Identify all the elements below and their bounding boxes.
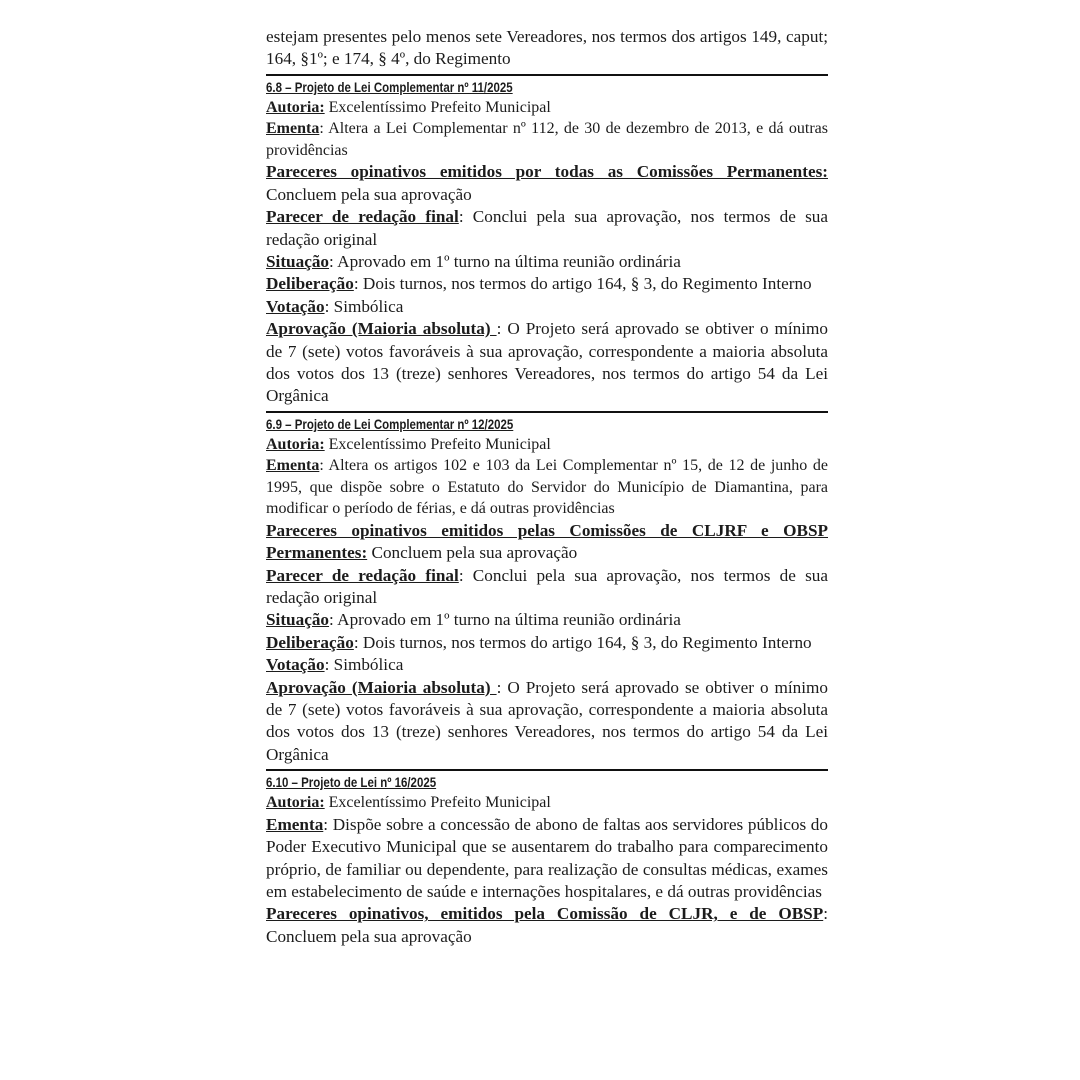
situacao-line bbox=[266, 251, 828, 273]
autoria-line bbox=[266, 97, 828, 119]
item-heading: 6.9 – Projeto de Lei Complementar nº 12/2025 bbox=[266, 415, 514, 432]
redacao-value: : Conclui pela sua aprovação, nos termos de sua redação original bbox=[266, 207, 828, 249]
section-divider bbox=[266, 411, 828, 413]
agenda-item-6-8 bbox=[266, 77, 828, 408]
pareceres-label: Pareceres opinativos emitidos por todas as Comissões Permanentes: bbox=[266, 162, 828, 182]
pareceres-value: Concluem pela sua aprovação bbox=[266, 184, 472, 204]
votacao-value: : Simbólica bbox=[324, 296, 404, 316]
pareceres-value: Concluem pela sua aprovação bbox=[266, 926, 472, 946]
pareceres-label-line bbox=[266, 903, 828, 925]
deliberacao-label: Deliberação bbox=[266, 274, 354, 294]
pareceres-label-cont: Permanentes: bbox=[266, 543, 368, 563]
redacao-label: Parecer de redação final bbox=[266, 565, 459, 585]
situacao-label: Situação bbox=[266, 610, 330, 630]
autoria-label: Autoria: bbox=[266, 794, 325, 812]
item-heading: 6.10 – Projeto de Lei nº 16/2025 bbox=[266, 774, 437, 791]
redacao-line bbox=[266, 565, 828, 610]
pareceres-label: Pareceres opinativos, emitidos pela Comissão de CLJR, e de OBSP bbox=[266, 904, 824, 924]
ementa-value: : Dispõe sobre a concessão de abono de faltas aos servidores públicos do Poder Executivo Municipal que se ausentarem do trabalho para comparecimento próprio, de familiar ou dependente, para realização de consultas médicas, exames em estabelecimento de saúde e internações hospitalares, e dá outras providências bbox=[266, 814, 828, 901]
autoria-value: Excelentíssimo Prefeito Municipal bbox=[324, 794, 551, 812]
deliberacao-line bbox=[266, 632, 828, 654]
pareceres-value: Concluem pela sua aprovação bbox=[367, 543, 578, 563]
document-page bbox=[266, 26, 828, 948]
section-divider bbox=[266, 74, 828, 76]
votacao-label: Votação bbox=[266, 296, 325, 316]
deliberacao-value: : Dois turnos, nos termos do artigo 164, § 3, do Regimento Interno bbox=[353, 632, 812, 652]
autoria-value: Excelentíssimo Prefeito Municipal bbox=[324, 98, 551, 116]
aprovacao-label: Aprovação (Maioria absoluta) bbox=[266, 319, 497, 339]
situacao-line bbox=[266, 609, 828, 631]
ementa-label: Ementa bbox=[266, 120, 320, 138]
ementa-line bbox=[266, 455, 828, 520]
autoria-value: Excelentíssimo Prefeito Municipal bbox=[324, 435, 551, 453]
aprovacao-line bbox=[266, 318, 828, 408]
agenda-item-6-10 bbox=[266, 772, 828, 948]
situacao-value: : Aprovado em 1º turno na última reunião ordinária bbox=[329, 610, 681, 630]
autoria-line bbox=[266, 434, 828, 456]
votacao-value: : Simbólica bbox=[324, 655, 404, 675]
intro-paragraph: estejam presentes pelo menos sete Vereadores, nos termos dos artigos 149, caput; 164, §1º; e 174, § 4º, do Regimento bbox=[266, 27, 828, 69]
ementa-label: Ementa bbox=[266, 814, 324, 834]
situacao-value: : Aprovado em 1º turno na última reunião ordinária bbox=[329, 251, 681, 271]
agenda-item-6-9 bbox=[266, 414, 828, 766]
votacao-line bbox=[266, 296, 828, 318]
redacao-label: Parecer de redação final bbox=[266, 207, 459, 227]
pareceres-colon: : bbox=[823, 904, 828, 924]
redacao-value: : Conclui pela sua aprovação, nos termos de sua redação original bbox=[266, 565, 828, 607]
ementa-line bbox=[266, 118, 828, 161]
votacao-line bbox=[266, 654, 828, 676]
pareceres-line bbox=[266, 542, 828, 564]
situacao-label: Situação bbox=[266, 251, 330, 271]
deliberacao-value: : Dois turnos, nos termos do artigo 164, § 3, do Regimento Interno bbox=[353, 274, 812, 294]
deliberacao-line bbox=[266, 273, 828, 295]
pareceres-label-line bbox=[266, 161, 828, 183]
aprovacao-value: : O Projeto será aprovado se obtiver o mínimo de 7 (sete) votos favoráveis à sua aprovação, correspondente a maioria absoluta dos votos dos 13 (treze) senhores Vereadores, nos termos do artigo 54 da Lei Orgânica bbox=[266, 319, 829, 406]
section-divider bbox=[266, 769, 828, 771]
ementa-value: : Altera a Lei Complementar nº 112, de 30 de dezembro de 2013, e dá outras providências bbox=[266, 120, 828, 159]
votacao-label: Votação bbox=[266, 655, 325, 675]
autoria-line bbox=[266, 792, 828, 814]
pareceres-label-line bbox=[266, 520, 828, 542]
aprovacao-line bbox=[266, 677, 828, 767]
ementa-line bbox=[266, 814, 828, 904]
ementa-label: Ementa bbox=[266, 457, 320, 475]
autoria-label: Autoria: bbox=[266, 435, 325, 453]
aprovacao-label: Aprovação (Maioria absoluta) bbox=[266, 677, 497, 697]
autoria-label: Autoria: bbox=[266, 98, 325, 116]
item-heading: 6.8 – Projeto de Lei Complementar nº 11/2025 bbox=[266, 78, 513, 95]
aprovacao-value: : O Projeto será aprovado se obtiver o mínimo de 7 (sete) votos favoráveis à sua aprovação, correspondente a maioria absoluta dos votos dos 13 (treze) senhores Vereadores, nos termos do artigo 54 da Lei Orgânica bbox=[266, 677, 829, 764]
redacao-line bbox=[266, 206, 828, 251]
pareceres-label: Pareceres opinativos emitidos pelas Comissões de CLJRF e OBSP bbox=[266, 520, 828, 540]
ementa-value: : Altera os artigos 102 e 103 da Lei Complementar nº 15, de 12 de junho de 1995, que dispõe sobre o Estatuto do Servidor do Município de Diamantina, para modificar o período de férias, e dá outras providências bbox=[266, 457, 828, 518]
deliberacao-label: Deliberação bbox=[266, 632, 354, 652]
